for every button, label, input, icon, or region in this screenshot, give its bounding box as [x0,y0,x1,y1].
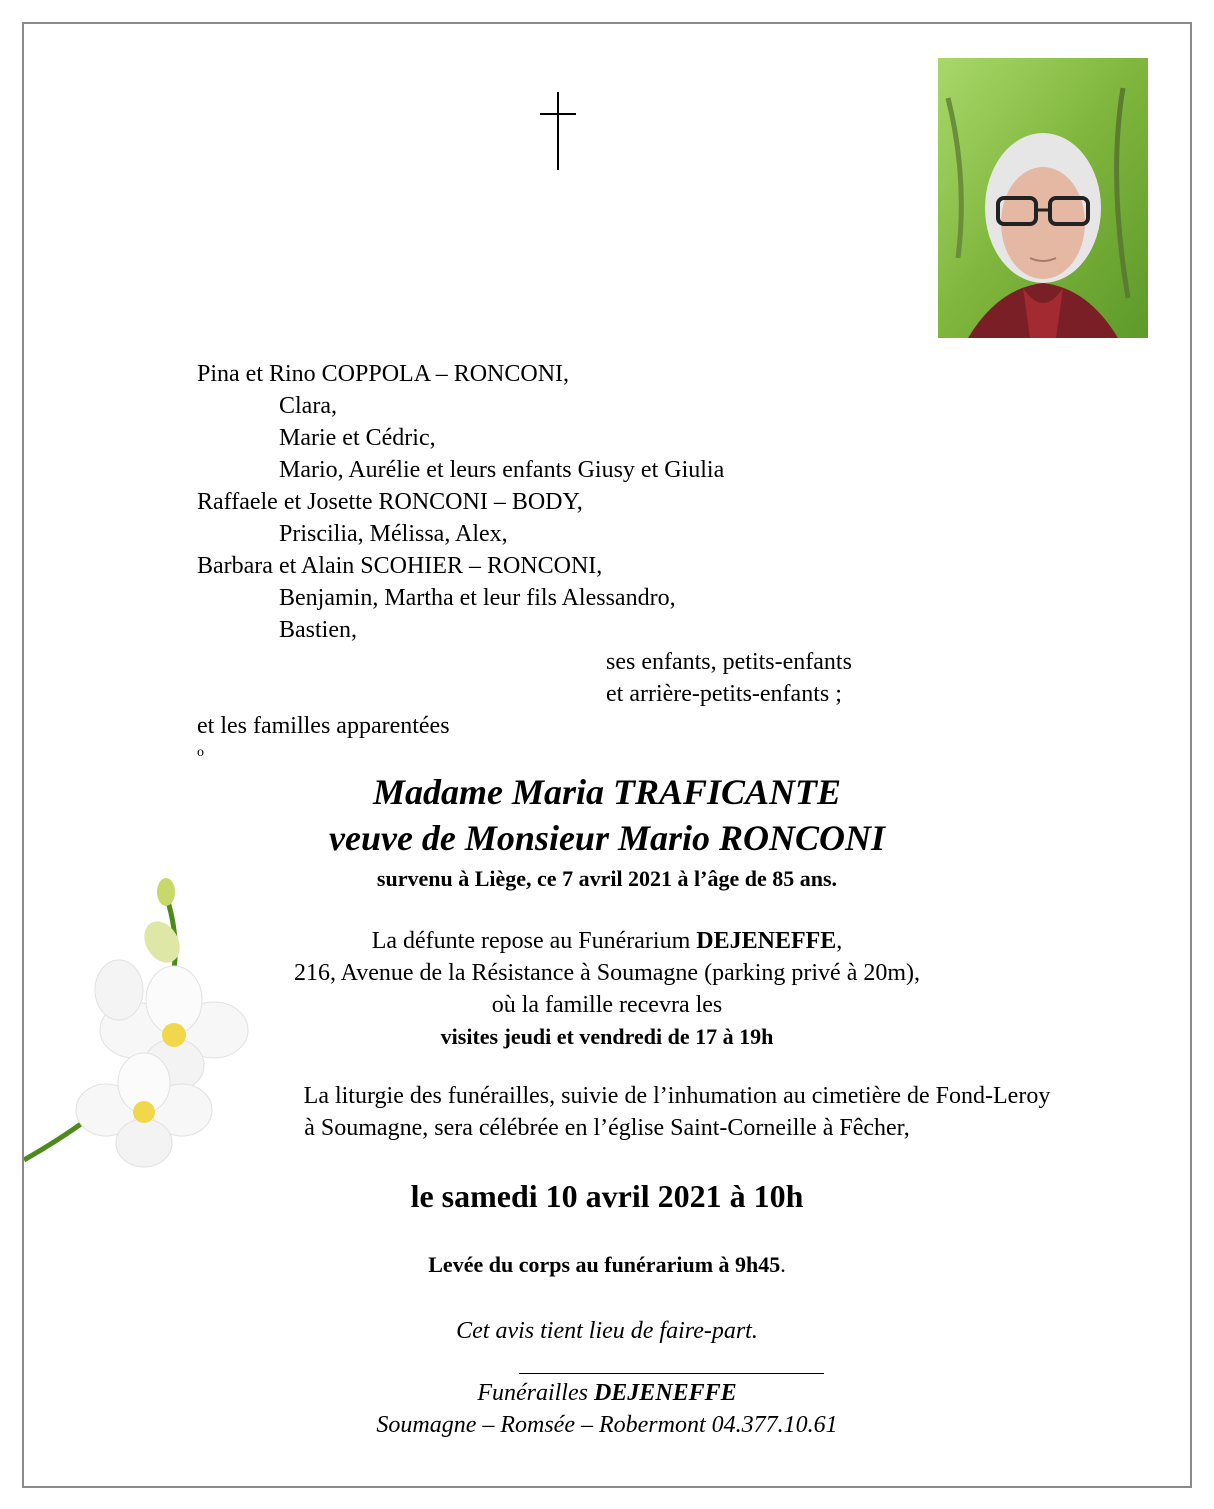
marker: o [197,745,204,760]
divider [519,1373,824,1374]
cross-icon [540,92,576,170]
family-relation: ses enfants, petits-enfants [606,649,852,675]
family-line: Bastien, [279,617,357,643]
family-line: Pina et Rino COPPOLA – RONCONI, [197,361,570,387]
footer-locations: Soumagne – Romsée – Robermont 04.377.10.61 [376,1412,838,1438]
levee-text: Levée du corps au funérarium à 9h45 [428,1252,781,1277]
ceremony-date: le samedi 10 avril 2021 à 10h [410,1178,804,1214]
footer-company [0,1377,1214,1409]
visits-info: visites jeudi et vendredi de 17 à 19h [440,1024,774,1049]
family-relation: et arrière-petits-enfants ; [606,681,842,707]
family-line: Raffaele et Josette RONCONI – BODY, [197,489,583,515]
portrait-photo [938,58,1148,338]
rest-line: où la famille recevra les [491,992,723,1018]
levee-info [0,1249,1214,1281]
family-line: Marie et Cédric, [279,425,436,451]
family-line: Mario, Aurélie et leurs enfants Giusy et Giulia [279,457,725,483]
notice-text: Cet avis tient lieu de faire-part. [456,1318,758,1344]
rest-line-suffix: , [836,928,843,954]
deceased-widow-of: veuve de Monsieur Mario RONCONI [328,818,885,858]
footer-company-name: DEJENEFFE [593,1380,737,1406]
footer-company-prefix: Funérailles [477,1380,594,1406]
family-line: Clara, [279,393,337,419]
deceased-name: Madame Maria TRAFICANTE [372,772,842,812]
rest-line-prefix: La défunte repose au Funérarium [371,928,697,954]
family-line: Benjamin, Martha et leur fils Alessandro, [279,585,676,611]
family-line: et les familles apparentées [197,713,450,739]
ceremony-line: La liturgie des funérailles, suivie de l’inhumation au cimetière de Fond-Leroy [303,1083,1051,1109]
deceased-death-info: survenu à Liège, ce 7 avril 2021 à l’âge de 85 ans. [376,866,838,891]
rest-line [0,925,1214,957]
funeral-home-name: DEJENEFFE [696,928,837,954]
rest-address: 216, Avenue de la Résistance à Soumagne (parking privé à 20m), [293,960,921,986]
family-line: Barbara et Alain SCOHIER – RONCONI, [197,553,603,579]
family-line: Priscilia, Mélissa, Alex, [279,521,508,547]
levee-suffix: . [780,1252,786,1277]
ceremony-line: à Soumagne, sera célébrée en l’église Saint-Corneille à Fêcher, [304,1115,910,1141]
